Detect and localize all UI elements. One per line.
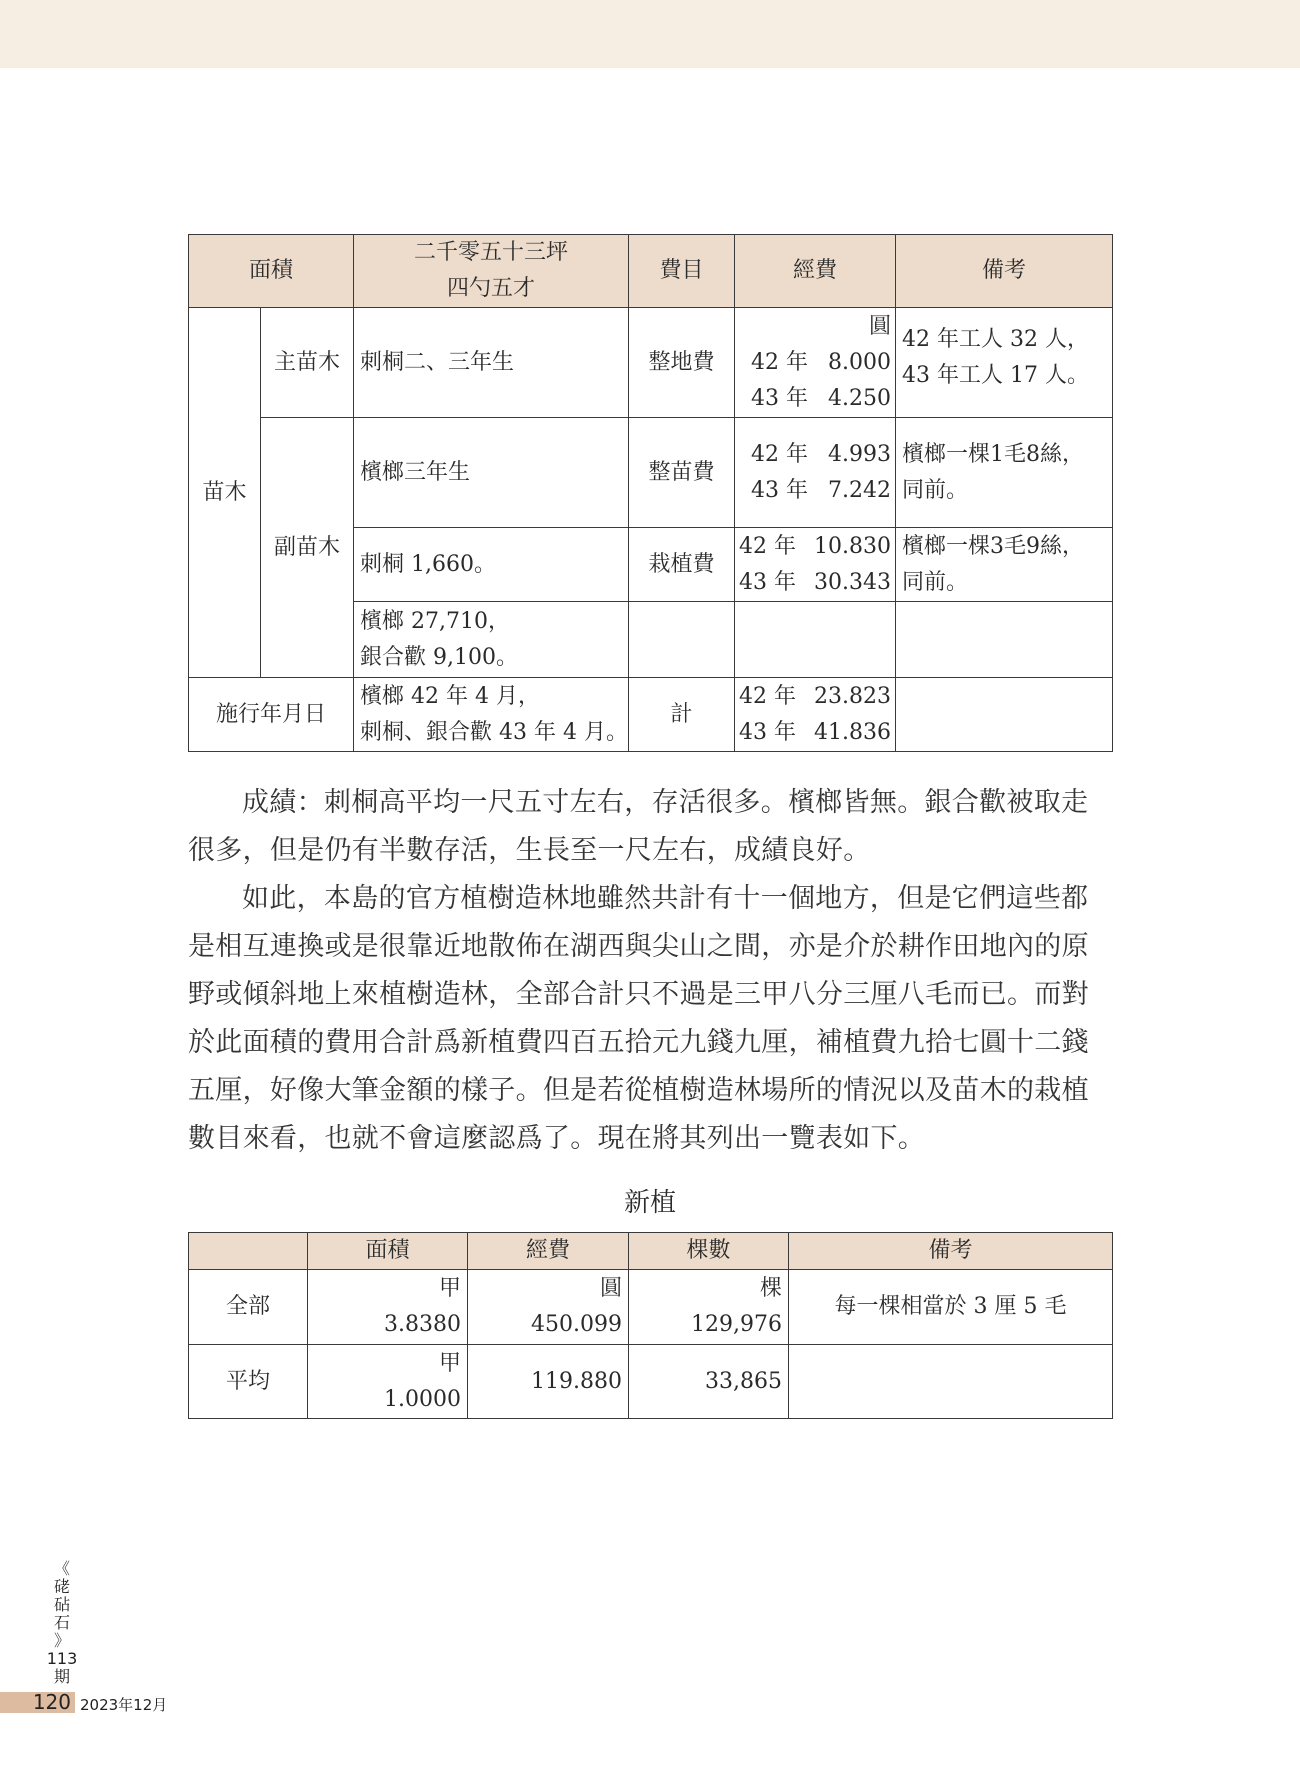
amount: 30.343 <box>814 569 892 595</box>
empty-cell <box>896 678 1113 752</box>
journal-char: 石 <box>53 1613 70 1632</box>
header-funds: 經費 <box>468 1233 629 1270</box>
area-cell <box>308 1270 468 1345</box>
paragraph: 如此，本島的官方植樹造林地雖然共計有十一個地方，但是它們這些都是相互連換或是很靠近地散佈在湖西與尖山之間，亦是介於耕作田地內的原野或傾斜地上來植樹造林，全部合計只不過是三甲八分三厘八毛而已。而對於此面積的費用合計爲新植費四百五拾元九錢九厘，補植費九拾七圓十二錢五厘，好像大筆金額的樣子。但是若從植樹造林場所的情況以及苗木的栽植數目來看，也就不會這麼認爲了。現在將其列出一覽表如下。 <box>188 883 1089 1154</box>
expense-item-cell: 整苗費 <box>629 418 735 528</box>
funds-cell <box>735 528 896 602</box>
year: 42 年 <box>751 349 809 375</box>
amount: 10.830 <box>814 533 892 559</box>
remarks-line: 同前。 <box>902 477 969 503</box>
year: 43 年 <box>739 569 797 595</box>
empty-cell <box>735 602 896 678</box>
count-cell <box>629 1270 789 1345</box>
funds-cell: 119.880 <box>468 1345 629 1419</box>
unit: 甲 <box>438 1350 461 1376</box>
area-value-line: 四勺五才 <box>447 276 536 301</box>
species-cell <box>354 602 629 678</box>
planting-expense-table <box>188 234 1113 752</box>
remarks-cell <box>896 418 1113 528</box>
main-seedling-label: 主苗木 <box>261 308 354 418</box>
funds-line <box>751 437 891 473</box>
funds-cell <box>735 678 896 752</box>
funds-line <box>751 381 891 417</box>
funds-line <box>739 565 891 601</box>
funds-cell <box>735 418 896 528</box>
date-value <box>354 678 629 752</box>
currency-unit: 圓 <box>869 313 892 339</box>
header-area-value <box>354 235 629 308</box>
paragraph: 成績：刺桐高平均一尺五寸左右，存活很多。檳榔皆無。銀合歡被取走很多，但是仍有半數存活，生長至一尺左右，成績良好。 <box>188 787 1089 866</box>
remarks-cell <box>896 308 1113 418</box>
amount: 4.250 <box>828 385 892 411</box>
empty-cell <box>896 602 1113 678</box>
sub-seedling-label: 副苗木 <box>261 418 354 678</box>
remarks-line: 同前。 <box>902 569 969 595</box>
header-count: 棵數 <box>629 1233 789 1270</box>
seedlings-label: 苗木 <box>189 308 261 678</box>
empty-cell <box>789 1345 1113 1419</box>
page-number: 120 <box>32 1690 71 1714</box>
table-row <box>189 678 1113 752</box>
total-label: 計 <box>629 678 735 752</box>
journal-char: 硓 <box>53 1577 70 1596</box>
date-label: 施行年月日 <box>189 678 354 752</box>
funds-cell <box>468 1270 629 1345</box>
table-row <box>189 1345 1113 1419</box>
funds-line <box>751 473 891 509</box>
journal-char: 》 <box>53 1631 70 1650</box>
remarks-line: 檳榔一棵3毛9絲， <box>902 533 1085 559</box>
header-expense-item: 費目 <box>629 235 735 308</box>
empty-cell <box>629 602 735 678</box>
expense-item-cell: 整地費 <box>629 308 735 418</box>
unit: 甲 <box>438 1276 461 1301</box>
year: 43 年 <box>739 719 797 745</box>
funds-cell <box>735 308 896 418</box>
expense-item-cell: 栽植費 <box>629 528 735 602</box>
journal-char: 砧 <box>53 1595 70 1614</box>
header-blank <box>189 1233 308 1270</box>
funds-line <box>739 529 891 565</box>
header-funds: 經費 <box>735 235 896 308</box>
date-line: 刺桐、銀合歡 43 年 4 月。 <box>360 719 628 745</box>
header-area: 面積 <box>189 235 354 308</box>
table-row <box>189 418 1113 528</box>
year: 43 年 <box>751 385 809 411</box>
issue-suffix: 期 <box>53 1667 70 1686</box>
species-cell: 檳榔三年生 <box>354 418 629 528</box>
funds-line <box>751 345 891 381</box>
header-area: 面積 <box>308 1233 468 1270</box>
header-remarks: 備考 <box>896 235 1113 308</box>
date-line: 檳榔 42 年 4 月， <box>360 683 540 709</box>
area-value-line: 二千零五十三坪 <box>414 240 569 265</box>
amount: 7.242 <box>828 477 892 503</box>
row-label: 平均 <box>189 1345 308 1419</box>
top-band <box>0 0 1300 68</box>
funds-line <box>739 715 891 751</box>
unit: 圓 <box>599 1276 622 1301</box>
table-row <box>189 308 1113 418</box>
area-cell <box>308 1345 468 1419</box>
species-line: 檳榔 27,710， <box>360 608 510 634</box>
funds-line <box>739 679 891 715</box>
amount: 41.836 <box>814 719 892 745</box>
header-remarks: 備考 <box>789 1233 1113 1270</box>
year: 42 年 <box>751 441 809 467</box>
body-text <box>188 779 1112 1163</box>
amount: 8.000 <box>828 349 892 375</box>
table-row <box>189 1270 1113 1345</box>
count-cell: 33,865 <box>629 1345 789 1419</box>
remarks-line: 檳榔一棵1毛8絲， <box>902 441 1085 467</box>
unit: 棵 <box>759 1276 782 1301</box>
table-caption: 新植 <box>623 1188 676 1218</box>
value: 3.8380 <box>384 1312 461 1337</box>
remarks-line: 43 年工人 17 人。 <box>902 363 1089 388</box>
year: 42 年 <box>739 683 797 709</box>
remarks-cell <box>896 528 1113 602</box>
remarks-cell: 每一棵相當於 3 厘 5 毛 <box>789 1270 1113 1345</box>
year: 43 年 <box>751 477 809 503</box>
amount: 4.993 <box>828 441 892 467</box>
species-line: 銀合歡 9,100。 <box>360 644 518 670</box>
species-cell: 刺桐 1,660。 <box>354 528 629 602</box>
row-label: 全部 <box>189 1270 308 1345</box>
value: 450.099 <box>531 1312 622 1337</box>
table-header-row <box>189 1233 1113 1270</box>
value: 1.0000 <box>384 1386 461 1412</box>
issue-number: 113 <box>46 1649 78 1668</box>
value: 129,976 <box>691 1312 782 1337</box>
journal-char: 《 <box>53 1559 70 1578</box>
species-cell: 刺桐二、三年生 <box>354 308 629 418</box>
journal-title-vertical <box>44 1560 80 1686</box>
year: 42 年 <box>739 533 797 559</box>
remarks-line: 42 年工人 32 人， <box>902 327 1089 352</box>
new-planting-table <box>188 1232 1113 1419</box>
amount: 23.823 <box>814 683 892 709</box>
issue-date: 2023年12月 <box>80 1696 168 1714</box>
table-header-row <box>189 235 1113 308</box>
page-number-bar <box>0 1692 75 1713</box>
